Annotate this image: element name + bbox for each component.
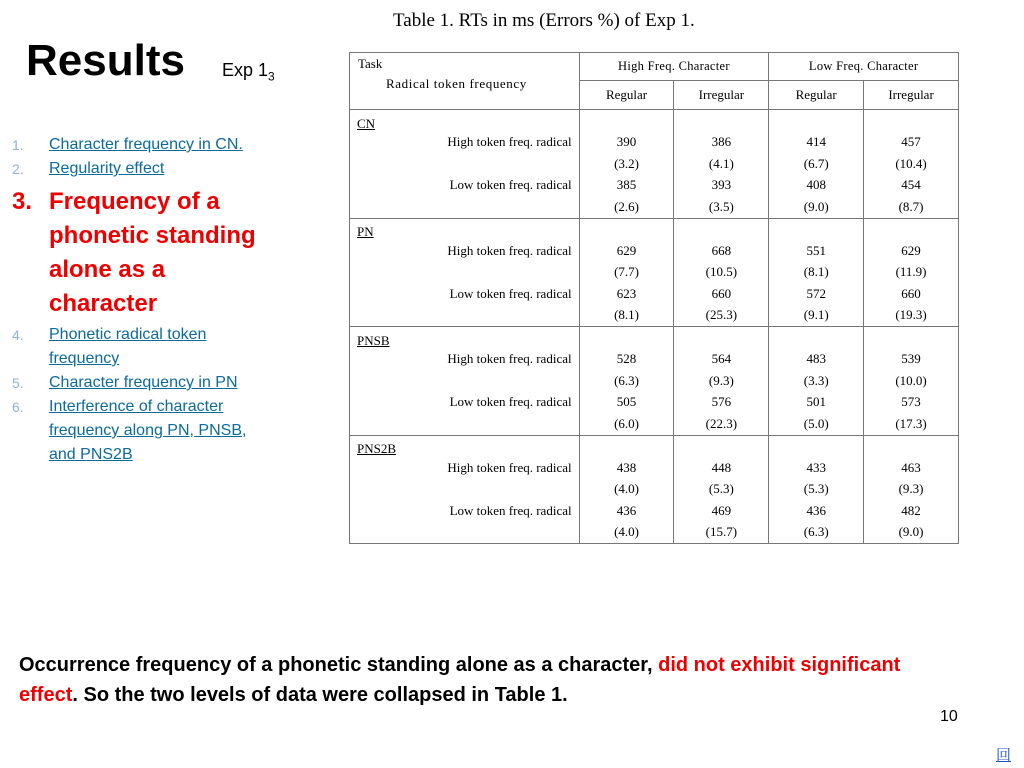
error-cell: (2.6) xyxy=(579,196,674,218)
error-cell: (11.9) xyxy=(864,262,959,284)
rt-cell: 539 xyxy=(864,349,959,371)
outline-link-character-frequency-pn[interactable]: Character frequency in PN xyxy=(49,374,238,391)
outline-link-character-frequency-cn[interactable]: Character frequency in CN. xyxy=(49,136,243,153)
outline-item[interactable] xyxy=(8,395,270,467)
rt-cell: 436 xyxy=(579,500,674,522)
empty-cell xyxy=(769,435,864,457)
results-table xyxy=(349,52,959,544)
outline-list xyxy=(8,133,270,467)
row-label-empty xyxy=(350,305,580,327)
error-cell: (9.1) xyxy=(769,305,864,327)
error-cell: (4.0) xyxy=(579,522,674,544)
subcol-header: Regular xyxy=(579,81,674,110)
empty-cell xyxy=(579,327,674,349)
experiment-subtitle xyxy=(222,60,275,84)
row-label-empty xyxy=(350,153,580,175)
error-cell: (7.7) xyxy=(579,262,674,284)
error-cell: (6.0) xyxy=(579,413,674,435)
rt-cell: 433 xyxy=(769,457,864,479)
outline-number: 4. xyxy=(12,327,24,343)
empty-cell xyxy=(674,327,769,349)
error-row xyxy=(350,413,959,435)
group-name: PNSB xyxy=(350,327,580,349)
row-label-empty xyxy=(350,479,580,501)
error-row xyxy=(350,262,959,284)
experiment-subtitle-main: Exp 1 xyxy=(222,60,269,80)
error-cell: (10.0) xyxy=(864,370,959,392)
rt-cell: 448 xyxy=(674,457,769,479)
rt-cell: 408 xyxy=(769,175,864,197)
rt-cell: 436 xyxy=(769,500,864,522)
error-row xyxy=(350,479,959,501)
subcol-header: Regular xyxy=(769,81,864,110)
rt-cell: 438 xyxy=(579,457,674,479)
rt-cell: 660 xyxy=(864,283,959,305)
empty-cell xyxy=(769,110,864,132)
rt-cell: 469 xyxy=(674,500,769,522)
empty-cell xyxy=(864,110,959,132)
header-row-groups xyxy=(350,53,959,81)
error-cell: (8.1) xyxy=(769,262,864,284)
error-row xyxy=(350,153,959,175)
error-cell: (6.7) xyxy=(769,153,864,175)
rt-cell: 573 xyxy=(864,392,959,414)
row-label: High token freq. radical xyxy=(350,457,580,479)
outline-number: 3. xyxy=(12,188,33,215)
rt-row xyxy=(350,132,959,154)
row-label-empty xyxy=(350,262,580,284)
error-cell: (25.3) xyxy=(674,305,769,327)
outline-link-radical-token-frequency[interactable]: Phonetic radical token frequency xyxy=(49,326,207,367)
empty-cell xyxy=(579,218,674,240)
empty-cell xyxy=(864,327,959,349)
error-cell: (5.3) xyxy=(769,479,864,501)
rt-row xyxy=(350,457,959,479)
empty-cell xyxy=(864,218,959,240)
rt-cell: 501 xyxy=(769,392,864,414)
error-cell: (6.3) xyxy=(769,522,864,544)
error-cell: (8.7) xyxy=(864,196,959,218)
rt-cell: 623 xyxy=(579,283,674,305)
error-row xyxy=(350,196,959,218)
error-cell: (5.0) xyxy=(769,413,864,435)
error-cell: (9.0) xyxy=(864,522,959,544)
conclusion-note xyxy=(19,650,939,710)
row-label: Low token freq. radical xyxy=(350,500,580,522)
rt-cell: 668 xyxy=(674,240,769,262)
rt-cell: 393 xyxy=(674,175,769,197)
error-row xyxy=(350,370,959,392)
experiment-subtitle-subscript: 3 xyxy=(268,69,275,84)
empty-cell xyxy=(674,435,769,457)
group-name: CN xyxy=(350,110,580,132)
group-header-row xyxy=(350,327,959,349)
empty-cell xyxy=(769,218,864,240)
table-caption: Table 1. RTs in ms (Errors %) of Exp 1. xyxy=(393,10,695,31)
outline-link-regularity-effect[interactable]: Regularity effect xyxy=(49,160,165,177)
outline-number: 2. xyxy=(12,161,24,177)
rt-cell: 505 xyxy=(579,392,674,414)
error-cell: (9.3) xyxy=(864,479,959,501)
rt-cell: 463 xyxy=(864,457,959,479)
rt-row xyxy=(350,392,959,414)
error-cell: (5.3) xyxy=(674,479,769,501)
outline-number: 6. xyxy=(12,399,24,415)
error-cell: (8.1) xyxy=(579,305,674,327)
error-cell: (10.4) xyxy=(864,153,959,175)
subcol-header: Irregular xyxy=(674,81,769,110)
row-label: Low token freq. radical xyxy=(350,283,580,305)
rt-cell: 414 xyxy=(769,132,864,154)
task-header-cell xyxy=(350,53,580,110)
slide-title: Results xyxy=(26,36,185,85)
note-text-part2: . So the two levels of data were collapsed in Table 1. xyxy=(72,684,568,706)
outline-item[interactable] xyxy=(8,371,270,395)
note-text-part1: Occurrence frequency of a phonetic standing alone as a character, xyxy=(19,654,659,676)
outline-number: 1. xyxy=(12,137,24,153)
outline-number: 5. xyxy=(12,375,24,391)
rt-row xyxy=(350,240,959,262)
rt-row xyxy=(350,349,959,371)
rt-cell: 457 xyxy=(864,132,959,154)
rt-row xyxy=(350,500,959,522)
row-label-empty xyxy=(350,370,580,392)
note-highlight: did not exhibit significant effect xyxy=(19,654,901,706)
row-label: Low token freq. radical xyxy=(350,392,580,414)
rt-cell: 482 xyxy=(864,500,959,522)
rt-cell: 576 xyxy=(674,392,769,414)
error-row xyxy=(350,522,959,544)
rt-cell: 629 xyxy=(864,240,959,262)
error-cell: (10.5) xyxy=(674,262,769,284)
error-row xyxy=(350,305,959,327)
rt-cell: 483 xyxy=(769,349,864,371)
error-cell: (9.3) xyxy=(674,370,769,392)
error-cell: (17.3) xyxy=(864,413,959,435)
rt-row xyxy=(350,283,959,305)
results-table-body xyxy=(350,110,959,544)
error-cell: (3.2) xyxy=(579,153,674,175)
page-number: 10 xyxy=(940,708,958,725)
outline-current-topic: Frequency of a phonetic standing alone as a character xyxy=(49,188,256,317)
rt-cell: 572 xyxy=(769,283,864,305)
empty-cell xyxy=(674,218,769,240)
error-cell: (3.5) xyxy=(674,196,769,218)
error-cell: (4.0) xyxy=(579,479,674,501)
outline-item[interactable] xyxy=(8,323,270,371)
error-cell: (6.3) xyxy=(579,370,674,392)
rt-cell: 660 xyxy=(674,283,769,305)
error-cell: (15.7) xyxy=(674,522,769,544)
empty-cell xyxy=(579,110,674,132)
rt-row xyxy=(350,175,959,197)
rt-cell: 629 xyxy=(579,240,674,262)
error-cell: (19.3) xyxy=(864,305,959,327)
col-group-high-freq: High Freq. Character xyxy=(579,53,769,81)
row-label: High token freq. radical xyxy=(350,349,580,371)
row-label-empty xyxy=(350,196,580,218)
error-cell: (9.0) xyxy=(769,196,864,218)
row-label-empty xyxy=(350,522,580,544)
outline-item[interactable] xyxy=(8,157,270,181)
rt-cell: 386 xyxy=(674,132,769,154)
error-cell: (3.3) xyxy=(769,370,864,392)
rt-cell: 528 xyxy=(579,349,674,371)
radical-frequency-label: Radical token frequency xyxy=(386,76,527,91)
empty-cell xyxy=(674,110,769,132)
empty-cell xyxy=(579,435,674,457)
rt-cell: 385 xyxy=(579,175,674,197)
outline-link-interference[interactable]: Interference of character frequency along PN, PNSB, and PNS2B xyxy=(49,398,247,463)
group-header-row xyxy=(350,218,959,240)
group-header-row xyxy=(350,110,959,132)
rt-cell: 390 xyxy=(579,132,674,154)
row-label-empty xyxy=(350,413,580,435)
rt-cell: 454 xyxy=(864,175,959,197)
empty-cell xyxy=(864,435,959,457)
group-name: PN xyxy=(350,218,580,240)
outline-item-current xyxy=(8,185,270,321)
back-icon[interactable]: 回 xyxy=(996,747,1012,764)
outline-item[interactable] xyxy=(8,133,270,157)
rt-cell: 551 xyxy=(769,240,864,262)
empty-cell xyxy=(769,327,864,349)
error-cell: (4.1) xyxy=(674,153,769,175)
row-label: High token freq. radical xyxy=(350,240,580,262)
row-label: High token freq. radical xyxy=(350,132,580,154)
row-label: Low token freq. radical xyxy=(350,175,580,197)
group-name: PNS2B xyxy=(350,435,580,457)
group-header-row xyxy=(350,435,959,457)
rt-cell: 564 xyxy=(674,349,769,371)
subcol-header: Irregular xyxy=(864,81,959,110)
error-cell: (22.3) xyxy=(674,413,769,435)
task-label: Task xyxy=(358,56,383,71)
col-group-low-freq: Low Freq. Character xyxy=(769,53,959,81)
